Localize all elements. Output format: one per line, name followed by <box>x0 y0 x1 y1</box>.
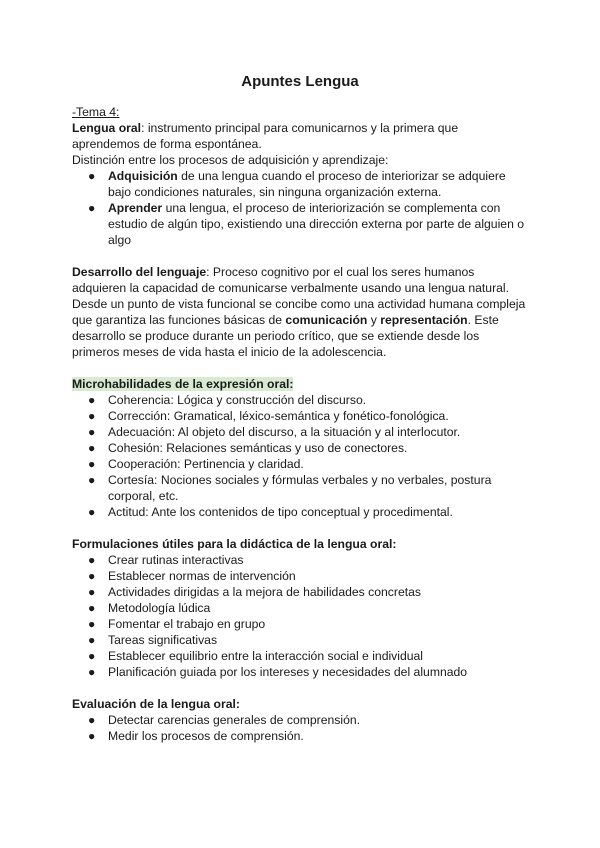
list-item <box>72 584 528 600</box>
list-item-text: Coherencia: Lógica y construcción del discurso. <box>108 393 367 407</box>
list-item <box>72 568 528 584</box>
lengua-oral-term: Lengua oral <box>72 121 142 135</box>
list-item <box>72 648 528 664</box>
list-item-text: Establecer equilibrio entre la interacción social e individual <box>108 649 424 663</box>
bullet-icon: ● <box>88 649 96 663</box>
list-item <box>72 440 528 456</box>
list-item <box>72 712 528 728</box>
desarrollo-term: Desarrollo del lenguaje <box>72 265 207 279</box>
list-item-text: Cortesía: Nociones sociales y fórmulas verbales y no verbales, postura corporal, etc. <box>108 473 492 503</box>
list-item-text: Actividades dirigidas a la mejora de habilidades concretas <box>108 585 421 599</box>
list-item <box>72 664 528 680</box>
bullet-icon: ● <box>88 585 96 599</box>
desarrollo-bold-comunicacion: comunicación <box>285 313 368 327</box>
list-item-text: Cooperación: Pertinencia y claridad. <box>108 457 304 471</box>
lengua-oral-paragraph <box>72 120 528 152</box>
proceso-term: Adquisición <box>108 169 178 183</box>
document-page <box>72 72 528 744</box>
micro-heading: Microhabilidades de la expresión oral: <box>72 377 294 391</box>
bullet-icon: ● <box>88 729 96 743</box>
list-item <box>72 472 528 504</box>
list-item <box>72 632 528 648</box>
list-item-text: Detectar carencias generales de comprensión. <box>108 713 361 727</box>
bullet-icon: ● <box>88 553 96 567</box>
bullet-icon: ● <box>88 617 96 631</box>
list-item <box>72 600 528 616</box>
micro-heading-line <box>72 376 528 392</box>
list-item-text: Fomentar el trabajo en grupo <box>108 617 266 631</box>
list-item-text: Cohesión: Relaciones semánticas y uso de conectores. <box>108 441 408 455</box>
list-item <box>72 504 528 520</box>
evaluacion-list <box>72 712 528 744</box>
desarrollo-bold-representacion: representación <box>380 313 468 327</box>
proceso-text: de una lengua cuando el proceso de interiorizar se adquiere bajo condiciones naturales, sin ninguna organización externa. <box>108 169 506 199</box>
list-item-text: Metodología lúdica <box>108 601 211 615</box>
list-item-text: Medir los procesos de comprensión. <box>108 729 304 743</box>
list-item-text: Actitud: Ante los contenidos de tipo conceptual y procedimental. <box>108 505 453 519</box>
list-item <box>72 200 528 248</box>
bullet-icon: ● <box>88 569 96 583</box>
list-item-text: Corrección: Gramatical, léxico-semántica y fonético-fonológica. <box>108 409 449 423</box>
distincion-text: Distinción entre los procesos de adquisición y aprendizaje: <box>72 153 389 167</box>
bullet-icon: ● <box>88 457 96 471</box>
bullet-icon: ● <box>88 409 96 423</box>
micro-list <box>72 392 528 520</box>
tema-label: -Tema 4: <box>72 105 120 119</box>
list-item <box>72 168 528 200</box>
bullet-icon: ● <box>88 393 96 407</box>
list-item <box>72 424 528 440</box>
list-item-text: Establecer normas de intervención <box>108 569 296 583</box>
proceso-term: Aprender <box>108 201 163 215</box>
bullet-icon: ● <box>88 201 96 215</box>
list-item-text: Crear rutinas interactivas <box>108 553 244 567</box>
list-item <box>72 392 528 408</box>
desarrollo-text: : Proceso cognitivo por el cual los seres humanos adquieren la capacidad de comunicarse verbalmente usando una lengua natural. Desde un punto de vista funcional se concibe como una actividad humana compleja que garantiza las funciones básicas de <box>72 265 526 327</box>
list-item <box>72 552 528 568</box>
document-title: Apuntes Lengua <box>241 73 359 90</box>
bullet-icon: ● <box>88 601 96 615</box>
list-item <box>72 456 528 472</box>
list-item-text: Tareas significativas <box>108 633 218 647</box>
evaluacion-heading-text: Evaluación de la lengua oral: <box>72 697 240 711</box>
list-item-text: Planificación guiada por los intereses y necesidades del alumnado <box>108 665 468 679</box>
formulaciones-list <box>72 552 528 680</box>
desarrollo-text: y <box>367 313 381 327</box>
bullet-icon: ● <box>88 665 96 679</box>
formulaciones-heading-text: Formulaciones útiles para la didáctica de la lengua oral: <box>72 537 397 551</box>
bullet-icon: ● <box>88 505 96 519</box>
list-item <box>72 408 528 424</box>
lengua-oral-text: : instrumento principal para comunicarnos y la primera que aprendemos de forma espontánea. <box>72 121 459 151</box>
bullet-icon: ● <box>88 441 96 455</box>
bullet-icon: ● <box>88 169 96 183</box>
list-item <box>72 616 528 632</box>
bullet-icon: ● <box>88 633 96 647</box>
formulaciones-heading <box>72 536 528 552</box>
evaluacion-heading <box>72 696 528 712</box>
bullet-icon: ● <box>88 713 96 727</box>
procesos-list <box>72 168 528 248</box>
desarrollo-text: . Este desarrollo se produce durante un periodo crítico, que se extiende desde los primeros meses de vida hasta el inicio de la adolescencia. <box>72 313 499 359</box>
bullet-icon: ● <box>88 473 96 487</box>
list-item <box>72 728 528 744</box>
desarrollo-paragraph <box>72 264 528 360</box>
proceso-text: una lengua, el proceso de interiorización se complementa con estudio de algún tipo, existiendo una dirección externa por parte de alguien o algo <box>108 201 525 247</box>
bullet-icon: ● <box>88 425 96 439</box>
list-item-text: Adecuación: Al objeto del discurso, a la situación y al interlocutor. <box>108 425 461 439</box>
